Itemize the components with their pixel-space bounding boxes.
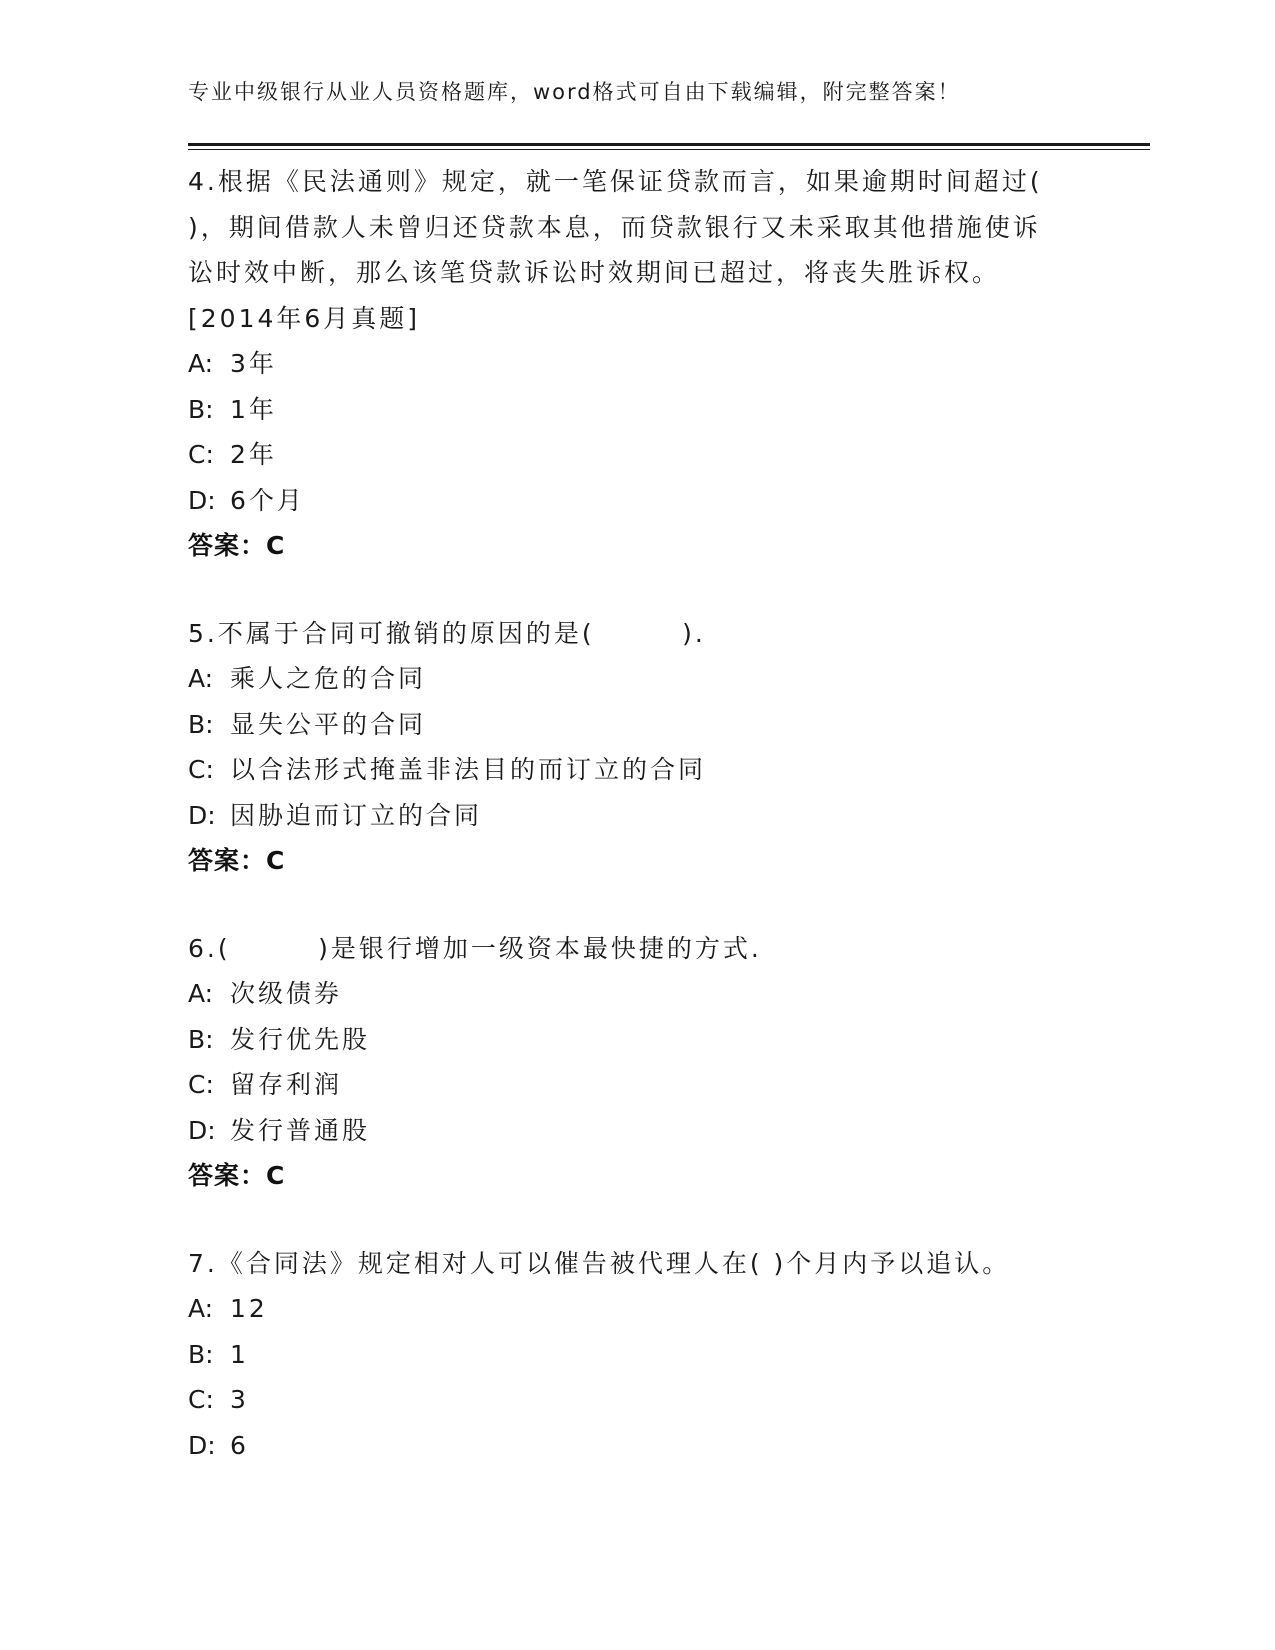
question-4	[188, 159, 1068, 569]
option-text: 发行普通股	[230, 1115, 371, 1145]
option-d	[188, 1423, 1068, 1469]
option-d	[188, 1108, 1068, 1154]
stem-line: )，期间借款人未曾归还贷款本息，而贷款银行又未采取其他措施使诉	[188, 212, 1041, 242]
option-text: 留存利润	[230, 1070, 343, 1099]
option-letter: A:	[188, 979, 214, 1008]
option-letter: D:	[188, 1115, 216, 1145]
answer-line: 答案：C	[188, 846, 286, 875]
option-b	[188, 1017, 1068, 1063]
option-text: 次级债券	[230, 979, 343, 1008]
option-text: 1年	[230, 394, 277, 424]
stem-line: 6.( )是银行增加一级资本最快捷的方式.	[188, 933, 762, 963]
page-header: 专业中级银行从业人员资格题库，word格式可自由下载编辑，附完整答案！	[188, 80, 961, 104]
option-text: 1	[230, 1339, 249, 1369]
option-letter: C:	[188, 1385, 214, 1414]
option-letter: B:	[188, 1339, 214, 1369]
option-c	[188, 1062, 1068, 1108]
option-text: 显失公平的合同	[230, 709, 427, 739]
option-text: 乘人之危的合同	[230, 664, 427, 693]
option-b	[188, 1332, 1068, 1378]
question-7	[188, 1241, 1068, 1469]
answer-line: 答案：C	[188, 1161, 286, 1190]
option-a	[188, 656, 1068, 702]
option-letter: C:	[188, 755, 214, 784]
option-text: 因胁迫而订立的合同	[230, 800, 483, 830]
option-text: 6	[230, 1430, 249, 1460]
option-text: 2年	[230, 440, 277, 469]
option-c	[188, 432, 1068, 478]
stem-line: 7.《合同法》规定相对人可以催告被代理人在( )个月内予以追认。	[188, 1248, 1011, 1278]
question-6	[188, 926, 1068, 1199]
option-letter: B:	[188, 394, 214, 424]
option-d	[188, 793, 1068, 839]
option-c	[188, 1377, 1068, 1423]
answer-line: 答案：C	[188, 531, 286, 560]
option-letter: A:	[188, 664, 214, 693]
option-a	[188, 1286, 1068, 1332]
option-letter: D:	[188, 800, 216, 830]
option-d	[188, 478, 1068, 524]
question-list	[188, 159, 1068, 1510]
stem-line: 讼时效中断，那么该笔贷款诉讼时效期间已超过，将丧失胜诉权。	[188, 258, 1001, 287]
option-text: 发行优先股	[230, 1024, 371, 1054]
option-text: 6个月	[230, 485, 305, 515]
option-letter: C:	[188, 1070, 214, 1099]
option-text: 以合法形式掩盖非法目的而订立的合同	[230, 755, 707, 784]
option-text: 3	[230, 1385, 249, 1414]
question-stem	[188, 1241, 1068, 1287]
option-letter: D:	[188, 485, 216, 515]
option-a	[188, 341, 1068, 387]
header-rule-thick	[188, 143, 1150, 146]
question-5	[188, 611, 1068, 884]
question-stem	[188, 611, 1068, 657]
option-a	[188, 971, 1068, 1017]
option-b	[188, 702, 1068, 748]
option-c	[188, 747, 1068, 793]
option-letter: B:	[188, 1024, 214, 1054]
option-letter: B:	[188, 709, 214, 739]
option-letter: A:	[188, 1294, 214, 1323]
option-b	[188, 387, 1068, 433]
option-text: 3年	[230, 349, 277, 378]
option-letter: A:	[188, 349, 214, 378]
stem-line: [2014年6月真题]	[188, 303, 421, 333]
option-text: 12	[230, 1294, 268, 1323]
option-letter: C:	[188, 440, 214, 469]
option-letter: D:	[188, 1430, 216, 1460]
stem-line: 5.不属于合同可撤销的原因的是( ).	[188, 618, 706, 648]
stem-line: 4.根据《民法通则》规定，就一笔保证贷款而言，如果逾期时间超过(	[188, 167, 1043, 196]
question-stem	[188, 926, 1068, 972]
question-stem	[188, 159, 1068, 341]
header-rule-thin	[188, 149, 1150, 150]
